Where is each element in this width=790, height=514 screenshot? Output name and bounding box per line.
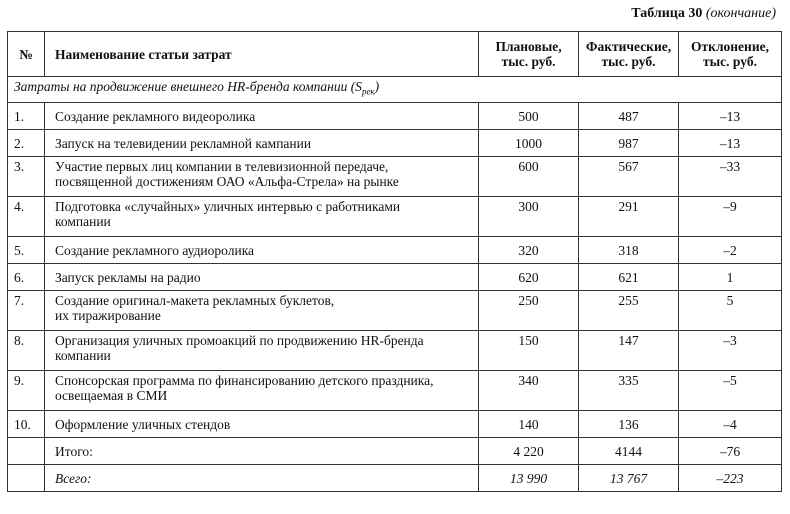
row-name-line1: Создание рекламного видеоролика (54, 108, 256, 124)
row-fact: 136 (579, 411, 679, 438)
table-row (8, 371, 782, 411)
row-deviation: –4 (679, 411, 782, 438)
row-plan: 600 (479, 157, 579, 197)
header-fact-line1: Фактические, (585, 39, 672, 54)
total-row-label: Итого: (44, 438, 478, 465)
row-fact: 147 (579, 331, 679, 371)
row-deviation: –3 (679, 331, 782, 371)
table-caption (631, 6, 776, 22)
row-number: 4. (8, 197, 45, 237)
row-deviation: 5 (679, 291, 782, 331)
row-name-line2: посвященной достижениям ОАО «Альфа-Стрела» на рынке (54, 174, 399, 189)
row-name (44, 371, 478, 411)
table-row (8, 237, 782, 264)
section-title-subscript: рек (361, 86, 375, 97)
table-row (8, 130, 782, 157)
row-plan: 500 (479, 103, 579, 130)
row-name (44, 291, 478, 331)
row-name-line2: компании (54, 348, 111, 363)
row-deviation: –13 (679, 103, 782, 130)
row-number: 6. (8, 264, 45, 291)
row-number: 5. (8, 237, 45, 264)
cost-table (7, 31, 782, 492)
row-fact: 487 (579, 103, 679, 130)
row-fact: 318 (579, 237, 679, 264)
row-name-line1: Запуск на телевидении рекламной кампании (54, 135, 312, 151)
grand-total-row-deviation: –223 (679, 465, 782, 492)
row-name (44, 197, 478, 237)
row-name (44, 264, 478, 291)
header-deviation (679, 32, 782, 77)
row-name-line1: Организация уличных промоакций по продвижению HR-бренда (54, 333, 424, 348)
row-name-line2: компании (54, 214, 111, 229)
total-row-fact: 4144 (579, 438, 679, 465)
table-row (8, 157, 782, 197)
total-row-plan: 4 220 (479, 438, 579, 465)
header-name: Наименование статьи затрат (44, 32, 478, 77)
section-row (8, 77, 782, 103)
header-fact-line2: тыс. руб. (601, 54, 656, 69)
row-number: 2. (8, 130, 45, 157)
row-fact: 567 (579, 157, 679, 197)
grand-total-row-plan: 13 990 (479, 465, 579, 492)
header-plan (479, 32, 579, 77)
header-no: № (8, 32, 45, 77)
row-fact: 291 (579, 197, 679, 237)
table-row (8, 197, 782, 237)
row-deviation: –13 (679, 130, 782, 157)
row-number: 10. (8, 411, 45, 438)
row-deviation: 1 (679, 264, 782, 291)
row-name-line1: Оформление уличных стендов (54, 416, 231, 432)
section-title-close: ) (374, 79, 380, 95)
row-deviation: –9 (679, 197, 782, 237)
grand-total-row (8, 465, 782, 492)
row-name-line1: Запуск рекламы на радио (54, 269, 201, 285)
row-plan: 620 (479, 264, 579, 291)
row-name (44, 331, 478, 371)
grand-total-row-label: Всего: (44, 465, 478, 492)
row-name-line1: Подготовка «случайных» уличных интервью с работниками (54, 199, 401, 214)
section-title (8, 77, 782, 103)
total-row-deviation: –76 (679, 438, 782, 465)
row-fact: 987 (579, 130, 679, 157)
grand-total-row-empty (8, 465, 45, 492)
row-plan: 300 (479, 197, 579, 237)
table-row (8, 264, 782, 291)
grand-total-row-fact: 13 767 (579, 465, 679, 492)
row-deviation: –5 (679, 371, 782, 411)
row-deviation: –2 (679, 237, 782, 264)
row-name-line1: Создание рекламного аудиоролика (54, 242, 255, 258)
header-row (8, 32, 782, 77)
header-fact (579, 32, 679, 77)
row-name (44, 130, 478, 157)
row-plan: 150 (479, 331, 579, 371)
row-plan: 320 (479, 237, 579, 264)
row-plan: 1000 (479, 130, 579, 157)
row-name-line1: Создание оригинал-макета рекламных буклетов, (54, 293, 335, 308)
row-fact: 335 (579, 371, 679, 411)
table-row (8, 291, 782, 331)
row-name-line1: Спонсорская программа по финансированию детского праздника, (54, 373, 434, 388)
row-name-line2: их тиражирование (54, 308, 161, 323)
row-fact: 621 (579, 264, 679, 291)
total-row (8, 438, 782, 465)
row-number: 1. (8, 103, 45, 130)
row-name-line1: Участие первых лиц компании в телевизионной передаче, (54, 159, 389, 174)
table-caption-label: Таблица 30 (631, 6, 703, 21)
row-plan: 340 (479, 371, 579, 411)
table-row (8, 411, 782, 438)
header-dev-line1: Отклонение, (691, 39, 769, 54)
row-name (44, 103, 478, 130)
header-dev-line2: тыс. руб. (703, 54, 757, 69)
header-plan-line2: тыс. руб. (501, 54, 556, 69)
row-name (44, 157, 478, 197)
row-number: 7. (8, 291, 45, 331)
row-plan: 250 (479, 291, 579, 331)
row-number: 8. (8, 331, 45, 371)
row-deviation: –33 (679, 157, 782, 197)
row-fact: 255 (579, 291, 679, 331)
row-plan: 140 (479, 411, 579, 438)
table-caption-continuation: (окончание) (705, 6, 776, 21)
row-name (44, 411, 478, 438)
row-number: 3. (8, 157, 45, 197)
row-number: 9. (8, 371, 45, 411)
table-row (8, 103, 782, 130)
table-row (8, 331, 782, 371)
total-row-empty (8, 438, 45, 465)
header-plan-line1: Плановые, (495, 39, 562, 54)
row-name (44, 237, 478, 264)
section-title-text: Затраты на продвижение внешнего HR-бренда компании (S (14, 79, 362, 95)
row-name-line2: освещаемая в СМИ (54, 388, 168, 403)
